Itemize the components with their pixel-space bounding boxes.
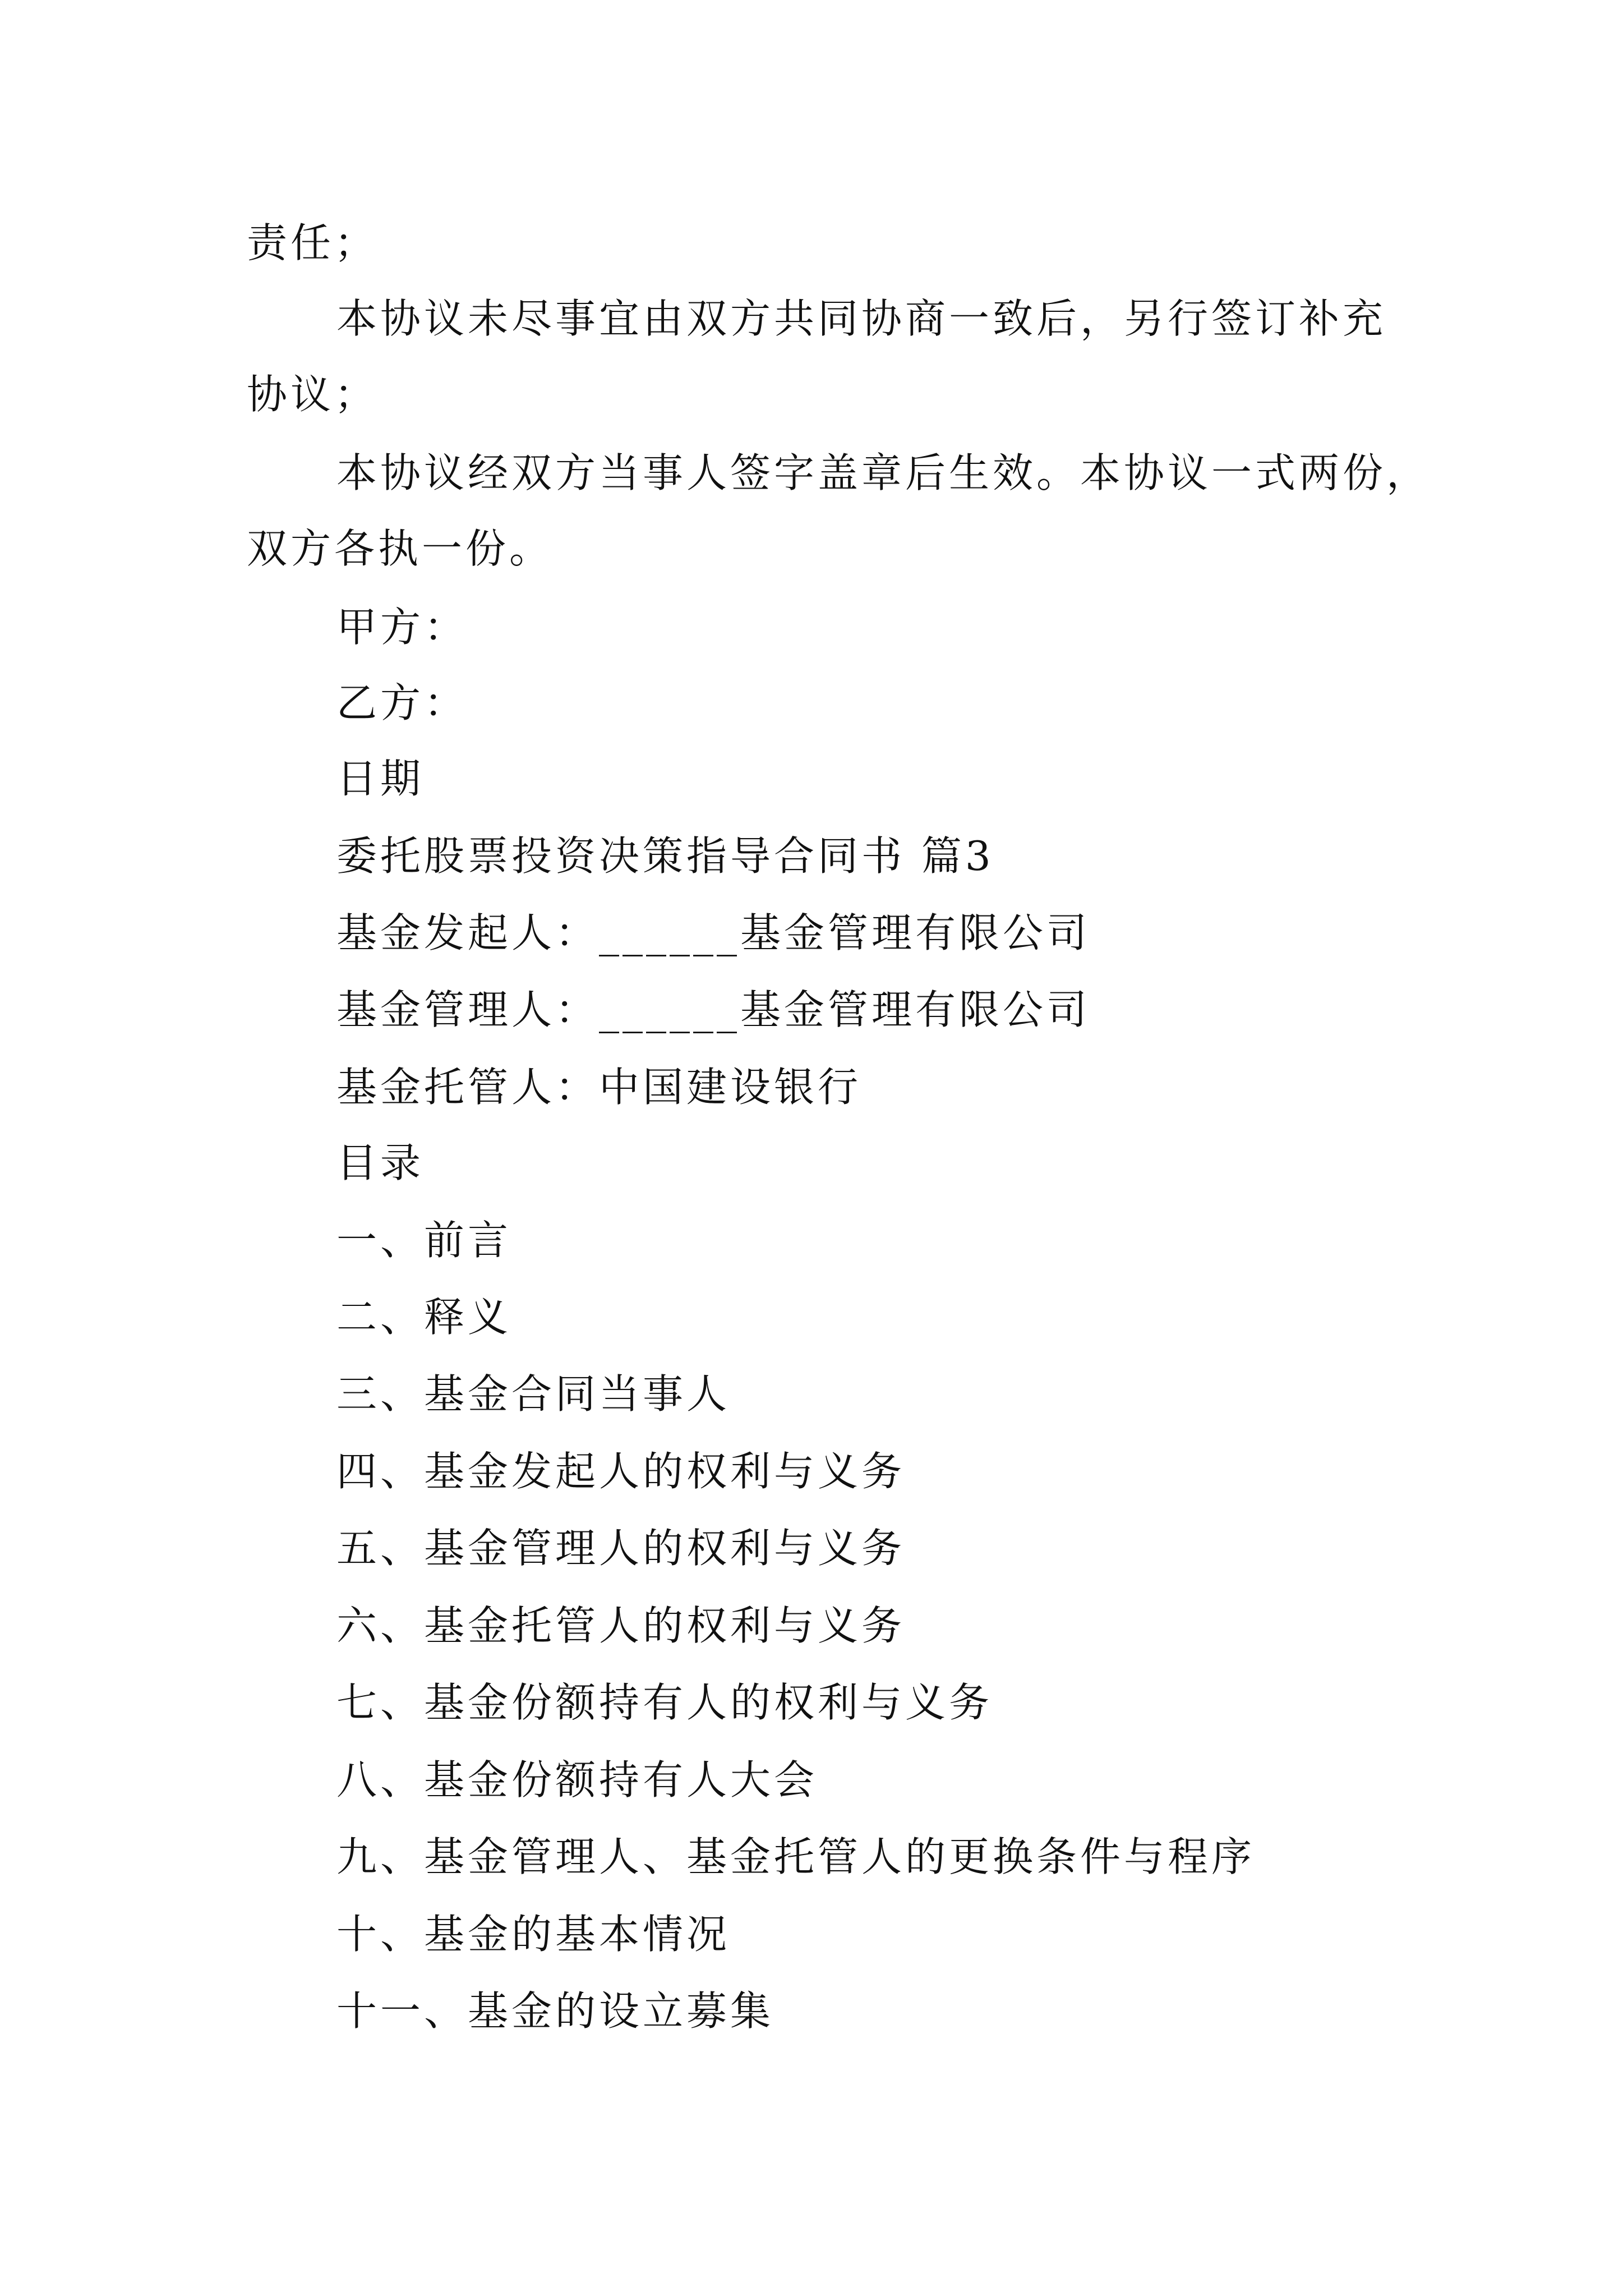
toc-item: 六、基金托管人的权利与义务 (336, 1602, 906, 1649)
toc-item: 八、基金份额持有人大会 (336, 1756, 818, 1803)
toc-item: 二、释义 (336, 1294, 512, 1341)
fund-manager: 基金管理人：______基金管理有限公司 (336, 986, 1091, 1033)
toc-item: 十一、基金的设立募集 (336, 1987, 774, 2035)
party-a-label: 甲方： (336, 604, 468, 651)
toc-item: 十、基金的基本情况 (336, 1911, 731, 1958)
fund-custodian: 基金托管人：中国建设银行 (336, 1064, 862, 1111)
section-title: 委托股票投资决策指导合同书 篇3 (336, 832, 994, 880)
toc-item: 一、前言 (336, 1217, 512, 1264)
toc-item: 三、基金合同当事人 (336, 1370, 731, 1418)
paragraph-effective: 本协议经双方当事人签字盖章后生效。本协议一式两份， (336, 449, 1431, 496)
text-line-continuation: 责任； (247, 219, 379, 266)
party-b-label: 乙方： (336, 679, 468, 726)
paragraph-unresolved-matters-cont: 协议； (247, 371, 379, 418)
toc-heading: 目录 (336, 1139, 425, 1186)
fund-sponsor: 基金发起人：______基金管理有限公司 (336, 909, 1091, 956)
toc-item: 五、基金管理人的权利与义务 (336, 1525, 906, 1572)
toc-item: 七、基金份额持有人的权利与义务 (336, 1679, 993, 1726)
paragraph-effective-cont: 双方各执一份。 (247, 525, 554, 572)
date-label: 日期 (336, 755, 425, 802)
toc-item: 九、基金管理人、基金托管人的更换条件与程序 (336, 1833, 1256, 1880)
toc-item: 四、基金发起人的权利与义务 (336, 1448, 906, 1495)
paragraph-unresolved-matters: 本协议未尽事宜由双方共同协商一致后，另行签订补充 (336, 295, 1387, 342)
